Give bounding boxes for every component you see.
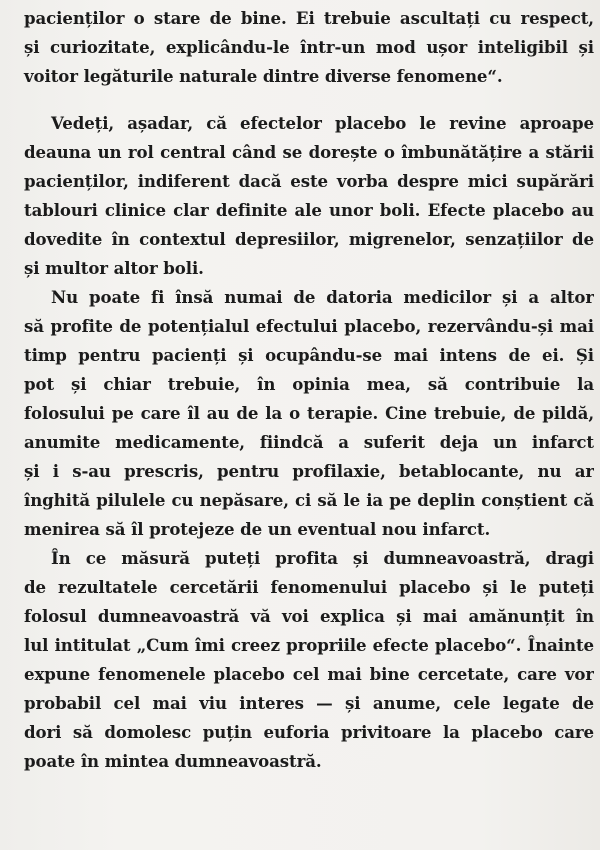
text-line: înghită pilulele cu nepăsare, ci să le ia pe deplin conștient că [24,490,594,510]
text-line: pacienților, indiferent dacă este vorba despre mici supărări [24,171,594,191]
text-line: și curiozitate, explicându-le într-un mod ușor inteligibil și [24,37,594,57]
text-line: dori să domolesc puțin euforia privitoare la placebo care [24,722,594,742]
text-line: lul intitulat „Cum îmi creez propriile efecte placebo“. Înainte [24,635,594,655]
text-line: și i s-au prescris, pentru profilaxie, betablocante, nu ar [24,461,594,481]
text-line: expune fenomenele placebo cel mai bine cercetate, care vor [24,664,594,684]
text-line: pacienților o stare de bine. Ei trebuie ascultați cu respect, [24,8,594,28]
text-line: pot și chiar trebuie, în opinia mea, să contribuie la [24,374,594,394]
text-line: menirea să îl protejeze de un eventual nou infarct. [24,519,491,539]
paragraph-first-line: Nu poate fi însă numai de datoria medicilor și a altor [51,287,594,307]
text-line: folosului pe care îl au de la o terapie. Cine trebuie, de pildă, [24,403,594,423]
text-line: tablouri clinice clar definite ale unor boli. Efecte placebo au [24,200,594,220]
paragraph-first-line: Vedeți, așadar, că efectelor placebo le revine aproape [51,113,594,133]
text-line: probabil cel mai viu interes — și anume, cele legate de [24,693,594,713]
text-line: timp pentru pacienți și ocupându-se mai intens de ei. Și [24,345,594,365]
text-line: voitor legăturile naturale dintre diverse fenomene“. [24,66,503,86]
text-line: deauna un rol central când se dorește o îmbunătățire a stării [24,142,594,162]
text-line: să profite de potențialul efectului placebo, rezervându-și mai [24,316,594,336]
text-line: de rezultatele cercetării fenomenului placebo și le puteți [24,577,594,597]
text-line: folosul dumneavoastră vă voi explica și mai amănunțit în [24,606,594,626]
text-line: dovedite în contextul depresiilor, migrenelor, senzațiilor de [24,229,594,249]
text-line: anumite medicamente, fiindcă a suferit deja un infarct [24,432,594,452]
body-text [24,4,594,776]
text-line: și multor altor boli. [24,258,204,278]
text-line: poate în mintea dumneavoastră. [24,751,322,771]
paragraph-first-line: În ce măsură puteți profita și dumneavoastră, dragi [51,548,594,568]
